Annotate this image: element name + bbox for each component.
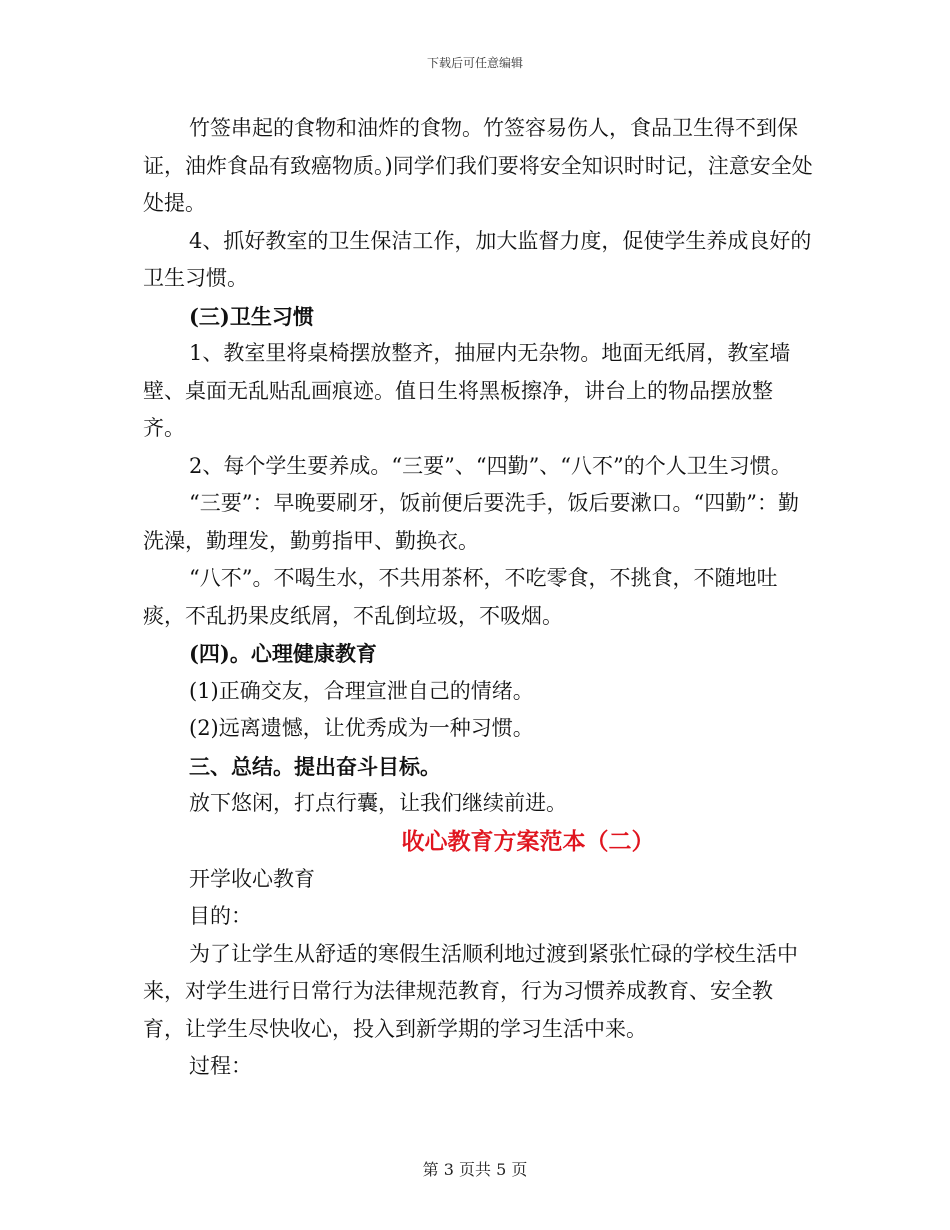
paragraph-eight-donts: “八不”。不喝生水，不共用茶杯，不吃零食，不挑食，不随地吐痰，不乱扔果皮纸屑，不乱倒垃圾，不吸烟。 xyxy=(143,566,778,628)
heading-hygiene-habits: (三)卫生习惯 xyxy=(189,303,314,329)
paragraph-desks-tidy: 1、教室里将桌椅摆放整齐，抽屉内无杂物。地面无纸屑，教室墙壁、桌面无乱贴乱画痕迹。值日生将黑板擦净，讲台上的物品摆放整齐。 xyxy=(143,341,791,440)
paragraph-move-forward: 放下悠闲，打点行囊，让我们继续前进。 xyxy=(189,791,567,815)
section-title: 收心教育方案范本（二） xyxy=(401,827,655,855)
paragraph-purpose: 为了让学生从舒适的寒假生活顺利地过渡到紧张忙碌的学校生活中来，对学生进行日常行为法律规范教育，行为习惯养成教育、安全教育，让学生尽快收心，投入到新学期的学习生活中来。 xyxy=(143,941,798,1041)
document-body xyxy=(143,110,813,1086)
paragraph-classroom-hygiene: 4、抓好教室的卫生保洁工作，加大监督力度，促使学生养成良好的卫生习惯。 xyxy=(143,228,812,290)
heading-mental-health: (四)。心理健康教育 xyxy=(189,641,377,666)
paragraph-process-label: 过程： xyxy=(189,1054,252,1078)
paragraph-food-safety: 竹签串起的食物和油炸的食物。竹签容易伤人，食品卫生得不到保证，油炸食品有致癌物质。)同学们我们要将安全知识时时记，注意安全处处提。 xyxy=(143,116,813,215)
heading-summary: 三、总结。提出奋斗目标。 xyxy=(189,753,441,779)
paragraph-purpose-label: 目的： xyxy=(189,904,252,928)
paragraph-three-musts: “三要”：早晚要刷牙，饭前便后要洗手，饭后要漱口。“四勤”：勤洗澡，勤理发，勤剪指甲、勤换衣。 xyxy=(143,491,799,553)
page-footer: 第 3 页共 5 页 xyxy=(422,1160,528,1179)
page-header: 下载后可任意编辑 xyxy=(426,56,523,70)
paragraph-making-friends: (1)正确交友，合理宣泄自己的情绪。 xyxy=(189,678,534,703)
paragraph-personal-hygiene: 2、每个学生要养成。“三要”、“四勤”、“八不”的个人卫生习惯。 xyxy=(189,453,792,478)
paragraph-no-regrets: (2)远离遗憾，让优秀成为一种习惯。 xyxy=(189,716,534,740)
paragraph-school-start: 开学收心教育 xyxy=(189,866,315,891)
